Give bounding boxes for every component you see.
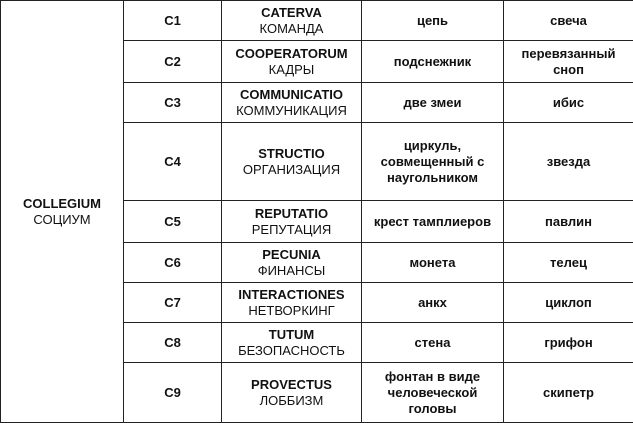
russian-name: БЕЗОПАСНОСТЬ (225, 343, 358, 359)
symbol2-cell (504, 41, 633, 83)
symbol1: циркуль, совмещенный с наугольником (378, 138, 488, 186)
group-russian: СОЦИУМ (4, 212, 120, 228)
code: C2 (127, 54, 218, 70)
name-cell (222, 123, 362, 201)
symbol1: анкх (365, 295, 500, 311)
latin-name: TUTUM (225, 327, 358, 343)
symbol2-cell (504, 1, 633, 41)
code-cell (124, 363, 222, 423)
name-cell (222, 363, 362, 423)
russian-name: ФИНАНСЫ (225, 263, 358, 279)
code: C9 (127, 385, 218, 401)
latin-name: COOPERATORUM (225, 46, 358, 62)
latin-name: COMMUNICATIO (225, 87, 358, 103)
symbol2-cell (504, 123, 633, 201)
code-cell (124, 243, 222, 283)
name-cell (222, 243, 362, 283)
code-cell (124, 1, 222, 41)
code-cell (124, 323, 222, 363)
symbol1-cell (362, 363, 504, 423)
name-cell (222, 323, 362, 363)
code: C3 (127, 95, 218, 111)
russian-name: ОРГАНИЗАЦИЯ (225, 162, 358, 178)
code-cell (124, 283, 222, 323)
symbol2: циклоп (507, 295, 630, 311)
russian-name: НЕТВОРКИНГ (225, 303, 358, 319)
symbol2: скипетр (507, 385, 630, 401)
symbol1-cell (362, 41, 504, 83)
symbol1: стена (365, 335, 500, 351)
symbol1: монета (365, 255, 500, 271)
symbol2: звезда (507, 154, 630, 170)
symbol1: две змеи (365, 95, 500, 111)
symbol2-cell (504, 243, 633, 283)
russian-name: КОММУНИКАЦИЯ (225, 103, 358, 119)
latin-name: PECUNIA (225, 247, 358, 263)
symbol2-cell (504, 83, 633, 123)
symbol2: павлин (507, 214, 630, 230)
group-latin: COLLEGIUM (4, 196, 120, 212)
symbol2-cell (504, 323, 633, 363)
symbol1: подснежник (365, 54, 500, 70)
code-cell (124, 83, 222, 123)
latin-name: REPUTATIO (225, 206, 358, 222)
group-cell (1, 1, 124, 423)
symbol2: телец (507, 255, 630, 271)
russian-name: РЕПУТАЦИЯ (225, 222, 358, 238)
symbol1-cell (362, 83, 504, 123)
symbol1-cell (362, 1, 504, 41)
code: C4 (127, 154, 218, 170)
code: C1 (127, 13, 218, 29)
symbol1-cell (362, 201, 504, 243)
code: C7 (127, 295, 218, 311)
code-cell (124, 41, 222, 83)
symbol1-cell (362, 243, 504, 283)
symbol2: грифон (507, 335, 630, 351)
code-cell (124, 123, 222, 201)
symbol1-cell (362, 283, 504, 323)
russian-name: ЛОББИЗМ (225, 393, 358, 409)
symbol2: перевязанный сноп (511, 46, 626, 78)
symbol2-cell (504, 283, 633, 323)
latin-name: PROVECTUS (225, 377, 358, 393)
symbol1-cell (362, 323, 504, 363)
code: C8 (127, 335, 218, 351)
name-cell (222, 41, 362, 83)
symbol1-cell (362, 123, 504, 201)
code: C6 (127, 255, 218, 271)
code-cell (124, 201, 222, 243)
russian-name: КОМАНДА (225, 21, 358, 37)
symbol2-cell (504, 201, 633, 243)
symbol2: ибис (507, 95, 630, 111)
name-cell (222, 83, 362, 123)
symbol2-cell (504, 363, 633, 423)
latin-name: INTERACTIONES (225, 287, 358, 303)
russian-name: КАДРЫ (225, 62, 358, 78)
table-row (1, 1, 633, 41)
symbol2: свеча (507, 13, 630, 29)
name-cell (222, 283, 362, 323)
symbol1: цепь (365, 13, 500, 29)
latin-name: STRUCTIO (225, 146, 358, 162)
symbol1: фонтан в виде человеческой головы (373, 369, 493, 417)
code: C5 (127, 214, 218, 230)
name-cell (222, 1, 362, 41)
name-cell (222, 201, 362, 243)
latin-name: CATERVA (225, 5, 358, 21)
symbol1: крест тамплиеров (365, 214, 500, 230)
